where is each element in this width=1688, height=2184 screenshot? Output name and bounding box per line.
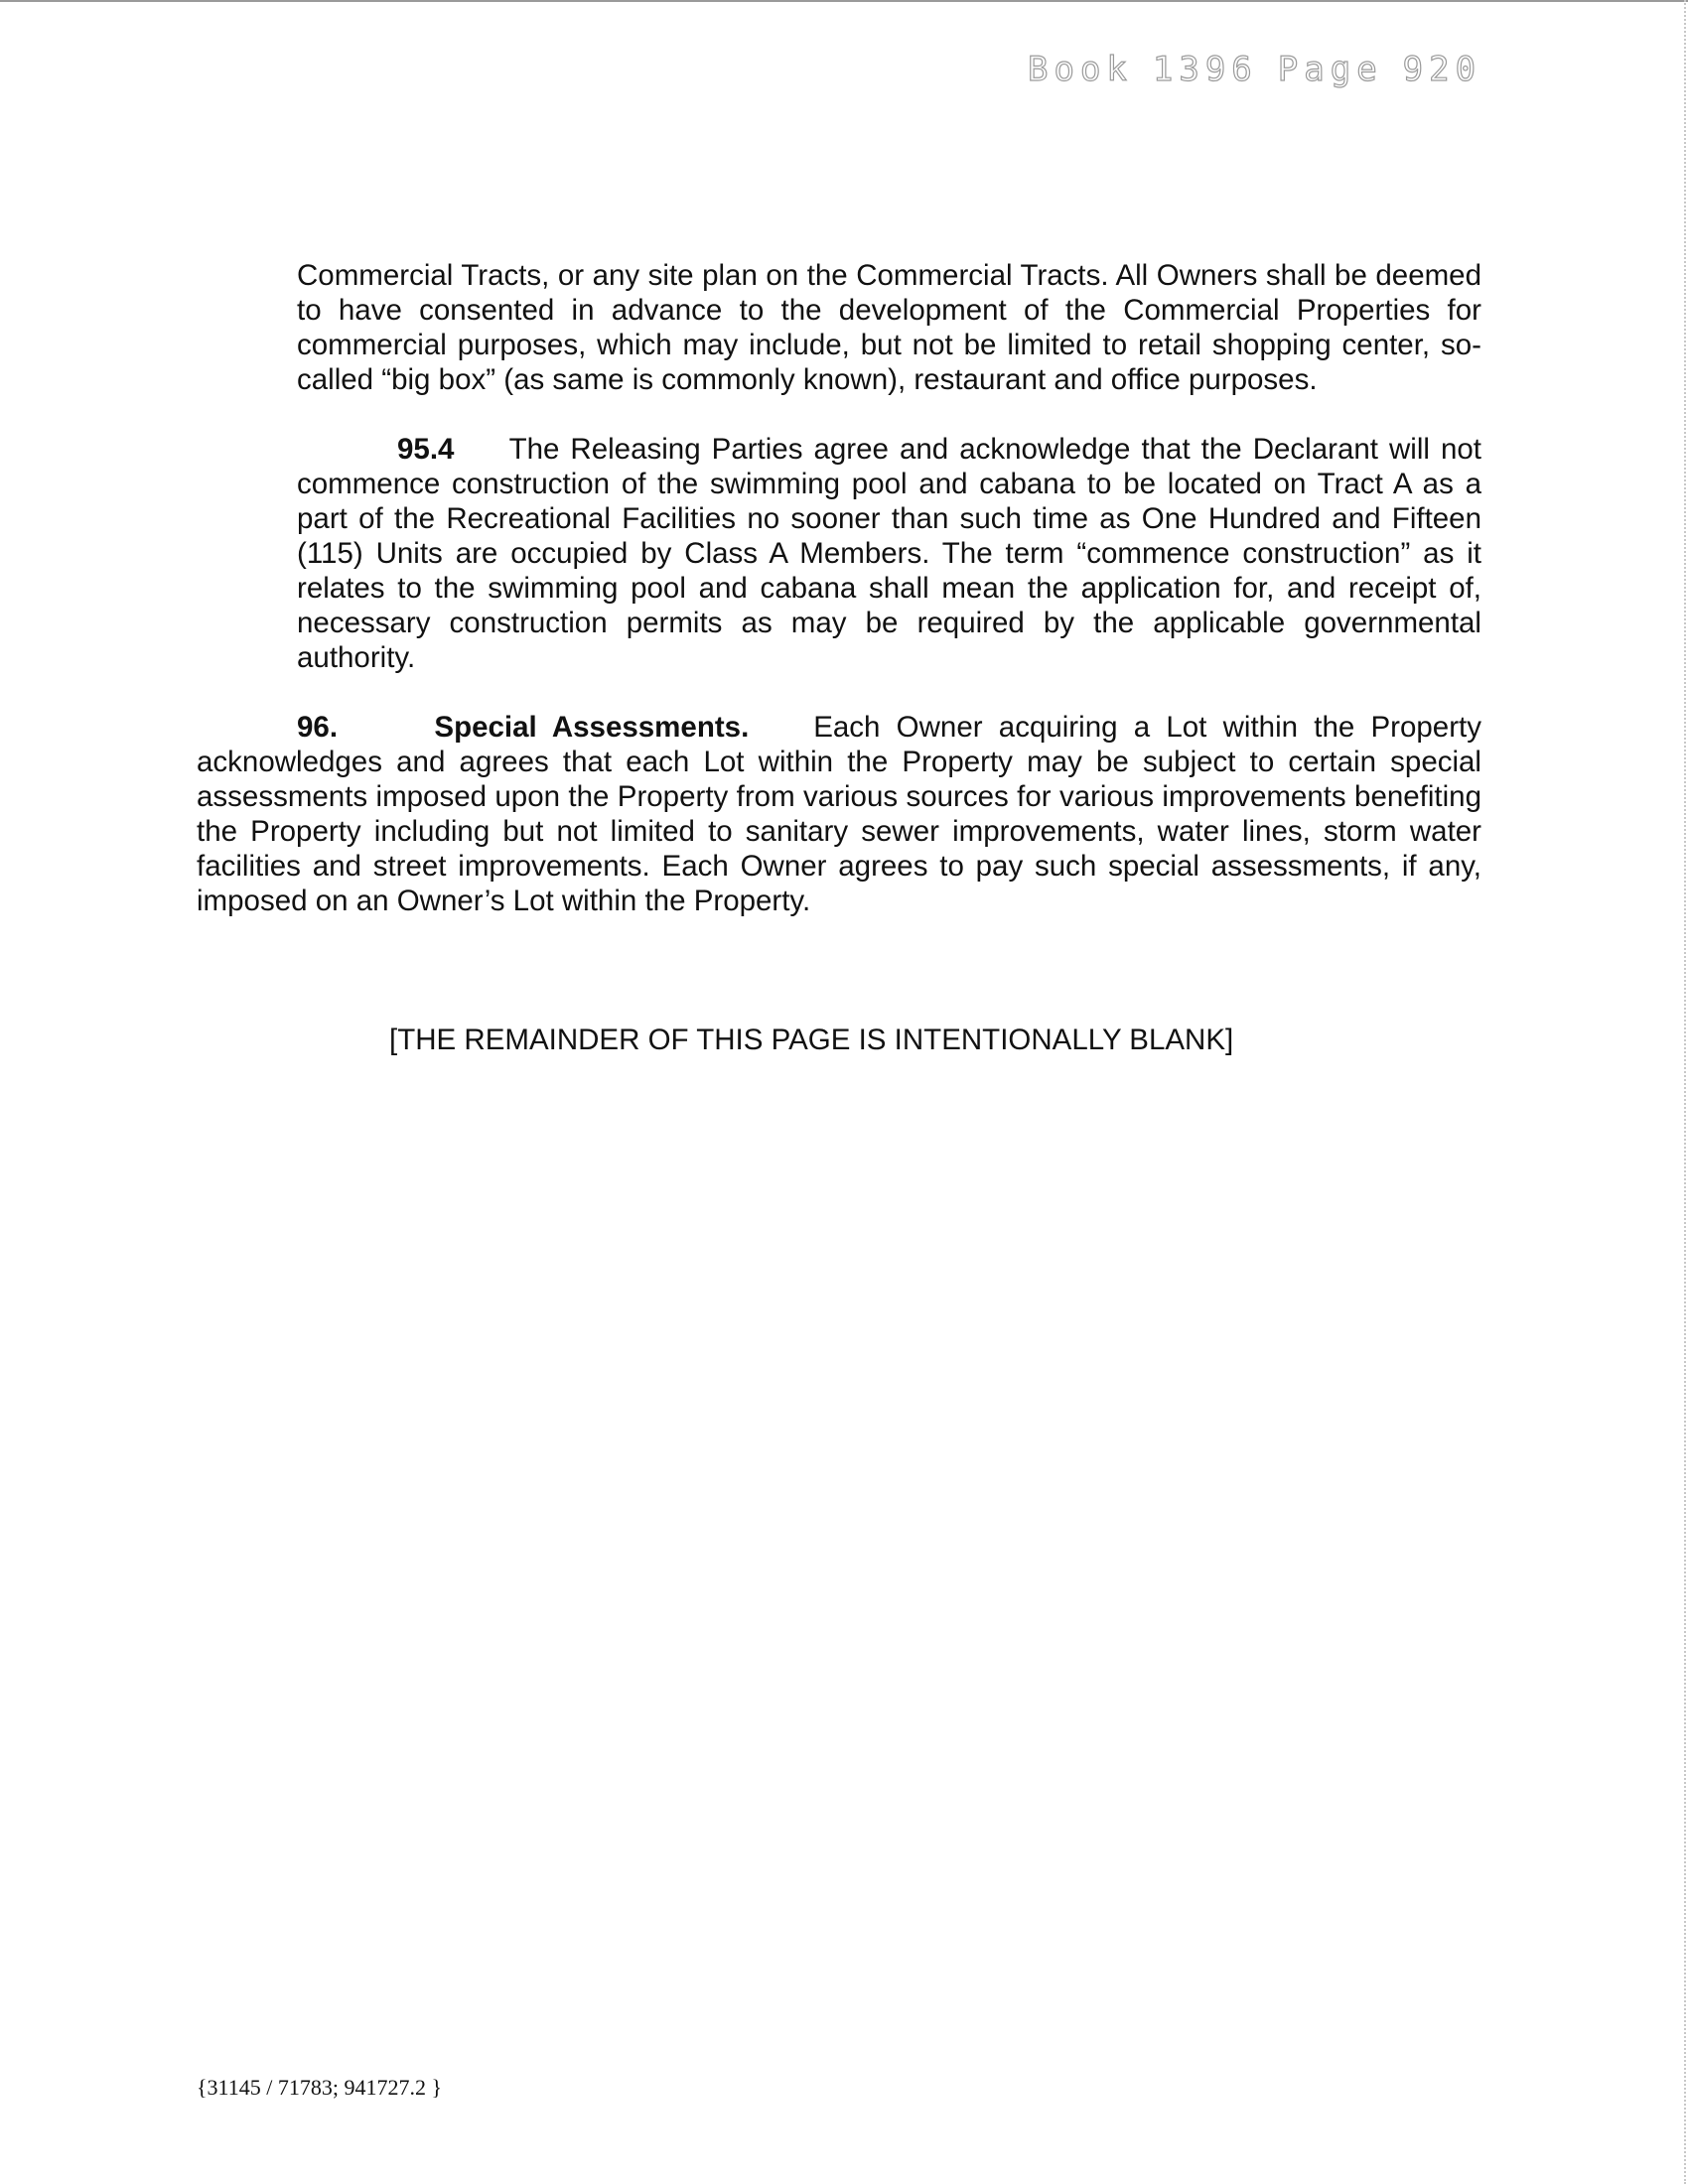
section-95-4-number: 95.4 <box>397 433 455 466</box>
scan-top-edge <box>0 0 1688 2</box>
scan-right-edge <box>1684 0 1688 2184</box>
section-96-number: 96. <box>297 711 339 744</box>
stamp-book-number: 1396 <box>1152 50 1258 89</box>
intentionally-blank-notice: [THE REMAINDER OF THIS PAGE IS INTENTIONALLY BLANK] <box>389 1024 1234 1056</box>
section-95-4-paragraph <box>297 432 1481 675</box>
section-96-text: Each Owner acquiring a Lot within the Property acknowledges and agrees that each Lot within the Property may be subject to certain special assessments imposed upon the Property from various sources for various improvements benefiting the Property including but not limited to sanitary sewer improvements, water lines, storm water facilities and street improvements. Each Owner agrees to pay such special assessments, if any, imposed on an Owner’s Lot within the Property. <box>197 711 1481 917</box>
continuation-paragraph: Commercial Tracts, or any site plan on the Commercial Tracts. All Owners shall be deemed to have consented in advance to the development of the Commercial Properties for commercial purposes, which may include, but not be limited to retail shopping center, so-called “big box” (as same is commonly known), restaurant and office purposes. <box>297 259 1481 396</box>
stamp-page-label: Page <box>1277 50 1383 89</box>
stamp-book-label: Book <box>1028 50 1133 89</box>
footer-document-id: {31145 / 71783; 941727.2 } <box>197 2075 443 2100</box>
section-95-4-text: The Releasing Parties agree and acknowledge that the Declarant will not commence construction of the swimming pool and cabana to be located on Tract A as a part of the Recreational Facilities no sooner than such time as One Hundred and Fifteen (115) Units are occupied by Class A Members. The term “commence construction” as it relates to the swimming pool and cabana shall mean the application for, and receipt of, necessary construction permits as may be required by the applicable governmental authority. <box>297 433 1481 674</box>
recording-stamp <box>1028 50 1501 89</box>
section-96-heading: Special Assessments. <box>434 711 750 744</box>
stamp-page-number: 920 <box>1402 50 1482 89</box>
section-96-paragraph <box>197 710 1481 918</box>
